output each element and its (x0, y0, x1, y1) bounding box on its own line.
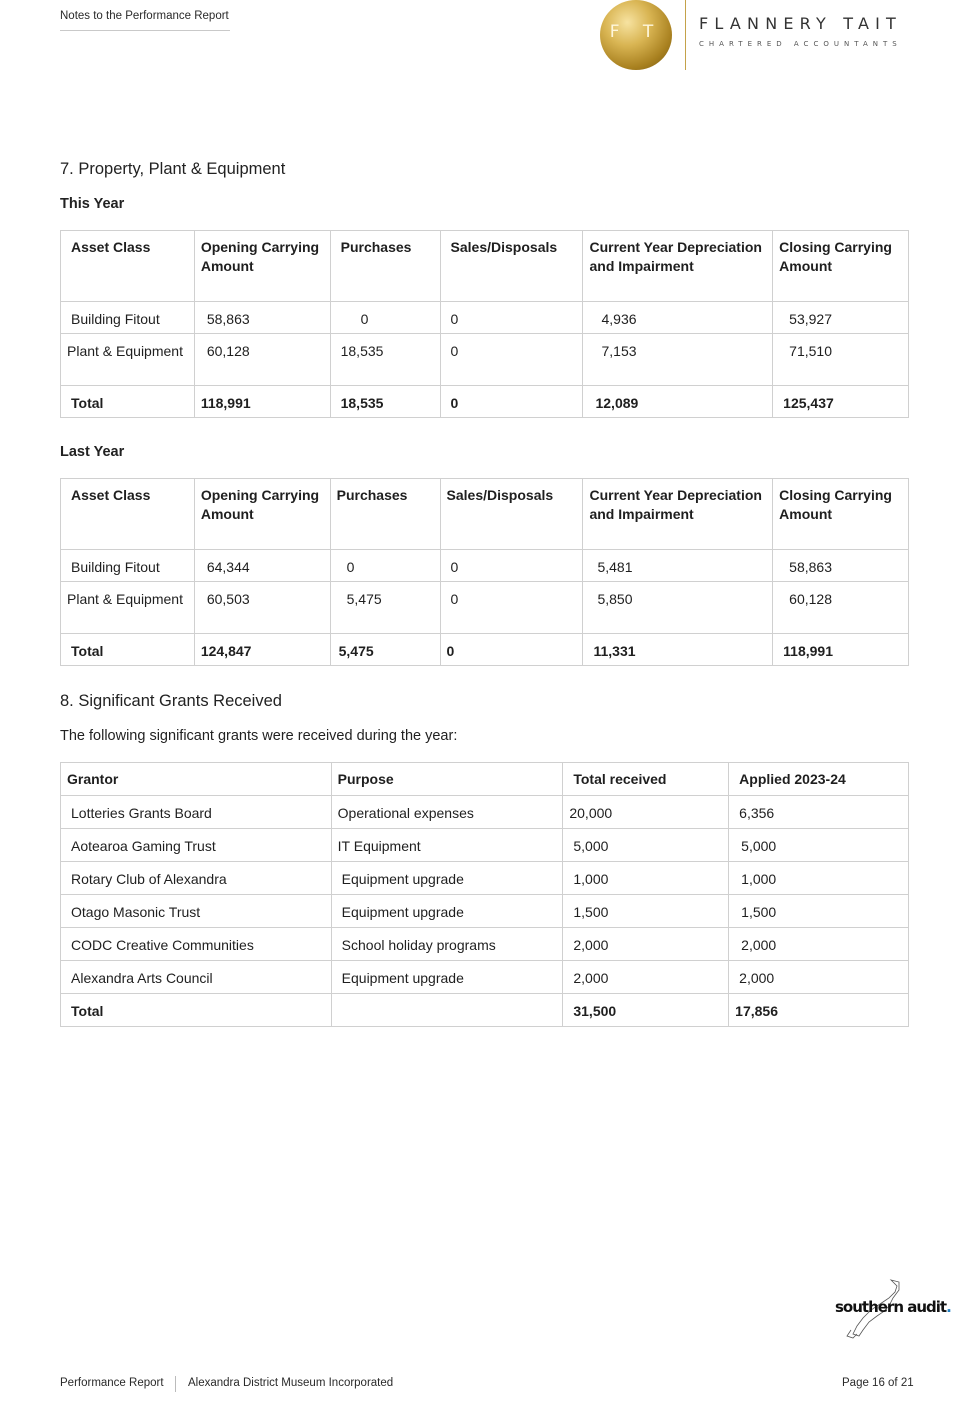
cell: Operational expenses (331, 796, 563, 829)
cell: 2,000 (563, 961, 729, 994)
cell: 11,331 (583, 634, 773, 666)
ppe-this-year-table (60, 230, 909, 418)
section-8-title: 8. Significant Grants Received (60, 692, 282, 710)
cell: 0 (440, 634, 583, 666)
cell: 5,475 (330, 634, 440, 666)
cell: Lotteries Grants Board (61, 796, 332, 829)
table-header-row (61, 479, 909, 550)
cell: Plant & Equipment (61, 334, 195, 386)
logo-divider (685, 0, 686, 70)
cell: Building Fitout (61, 550, 195, 582)
col-header: Asset Class (61, 479, 195, 550)
col-header: Current Year Depreciation and Impairment (583, 231, 773, 302)
cell: Otago Masonic Trust (61, 895, 332, 928)
cell: 4,936 (583, 302, 773, 334)
col-header: Purchases (330, 479, 440, 550)
footer-page-number: Page 16 of 21 (842, 1377, 914, 1389)
cell: 6,356 (729, 796, 909, 829)
footer-organisation: Alexandra District Museum Incorporated (188, 1377, 394, 1389)
col-header: Opening Carrying Amount (194, 231, 330, 302)
cell: 20,000 (563, 796, 729, 829)
cell: 1,500 (729, 895, 909, 928)
cell: Total (61, 994, 332, 1027)
cell: 58,863 (773, 550, 909, 582)
cell: 60,503 (194, 582, 330, 634)
col-header: Purpose (331, 763, 563, 796)
grants-table (60, 762, 909, 1027)
table-row (61, 302, 909, 334)
section-7-title: 7. Property, Plant & Equipment (60, 160, 286, 178)
cell: 1,500 (563, 895, 729, 928)
cell: Total (61, 634, 195, 666)
cell: 7,153 (583, 334, 773, 386)
table-header-row (61, 763, 909, 796)
cell: 0 (440, 550, 583, 582)
table-row (61, 334, 909, 386)
cell: School holiday programs (331, 928, 563, 961)
cell: 5,475 (330, 582, 440, 634)
col-header: Opening Carrying Amount (194, 479, 330, 550)
table-row (61, 928, 909, 961)
table-total-row (61, 634, 909, 666)
this-year-label: This Year (60, 196, 125, 212)
col-header: Sales/Disposals (440, 479, 583, 550)
cell: 53,927 (773, 302, 909, 334)
table-row (61, 550, 909, 582)
cell: 118,991 (773, 634, 909, 666)
cell: 17,856 (729, 994, 909, 1027)
ppe-last-year-table (60, 478, 909, 666)
logo-name: FLANNERY TAIT (699, 14, 902, 33)
col-header: Purchases (330, 231, 440, 302)
col-header: Asset Class (61, 231, 195, 302)
cell: 2,000 (563, 928, 729, 961)
cell: IT Equipment (331, 829, 563, 862)
southern-audit-dot: . (946, 1298, 951, 1316)
cell: 60,128 (194, 334, 330, 386)
cell: Total (61, 386, 195, 418)
cell: 5,850 (583, 582, 773, 634)
cell: 18,535 (330, 386, 440, 418)
cell: CODC Creative Communities (61, 928, 332, 961)
southern-audit-logo (835, 1298, 951, 1316)
grants-intro: The following significant grants were received during the year: (60, 728, 458, 744)
table-row (61, 895, 909, 928)
table-header-row (61, 231, 909, 302)
cell: 71,510 (773, 334, 909, 386)
cell: 5,481 (583, 550, 773, 582)
last-year-label: Last Year (60, 444, 125, 460)
cell: 0 (440, 582, 583, 634)
col-header: Total received (563, 763, 729, 796)
cell: Equipment upgrade (331, 961, 563, 994)
cell: Equipment upgrade (331, 895, 563, 928)
table-row (61, 862, 909, 895)
col-header: Closing Carrying Amount (773, 479, 909, 550)
cell: 1,000 (563, 862, 729, 895)
table-row (61, 582, 909, 634)
cell: 0 (330, 302, 440, 334)
logo-disc (600, 0, 672, 70)
cell: Aotearoa Gaming Trust (61, 829, 332, 862)
cell: Equipment upgrade (331, 862, 563, 895)
cell: 118,991 (194, 386, 330, 418)
cell: 31,500 (563, 994, 729, 1027)
col-header: Closing Carrying Amount (773, 231, 909, 302)
cell: 2,000 (729, 961, 909, 994)
cell: 12,089 (583, 386, 773, 418)
cell: 5,000 (729, 829, 909, 862)
cell: 0 (440, 334, 583, 386)
cell: 1,000 (729, 862, 909, 895)
footer-divider (175, 1376, 176, 1392)
cell: Rotary Club of Alexandra (61, 862, 332, 895)
flannery-tait-logo (600, 0, 910, 72)
col-header: Grantor (61, 763, 332, 796)
cell: 58,863 (194, 302, 330, 334)
table-row (61, 829, 909, 862)
cell: 125,437 (773, 386, 909, 418)
table-row (61, 961, 909, 994)
southern-audit-text: southern audit (835, 1298, 947, 1316)
cell: Alexandra Arts Council (61, 961, 332, 994)
cell: 60,128 (773, 582, 909, 634)
cell: 0 (440, 386, 583, 418)
header-note: Notes to the Performance Report (60, 10, 230, 31)
table-total-row (61, 386, 909, 418)
cell: Building Fitout (61, 302, 195, 334)
logo-initials: F T (609, 22, 663, 42)
table-row (61, 796, 909, 829)
cell: 64,344 (194, 550, 330, 582)
col-header: Sales/Disposals (440, 231, 583, 302)
cell: 124,847 (194, 634, 330, 666)
logo-tagline: CHARTERED ACCOUNTANTS (699, 40, 902, 48)
cell: 2,000 (729, 928, 909, 961)
cell: Plant & Equipment (61, 582, 195, 634)
cell: 0 (440, 302, 583, 334)
cell (331, 994, 563, 1027)
col-header: Applied 2023-24 (729, 763, 909, 796)
cell: 18,535 (330, 334, 440, 386)
cell: 5,000 (563, 829, 729, 862)
col-header: Current Year Depreciation and Impairment (583, 479, 773, 550)
table-total-row (61, 994, 909, 1027)
footer-report-name: Performance Report (60, 1377, 164, 1389)
cell: 0 (330, 550, 440, 582)
